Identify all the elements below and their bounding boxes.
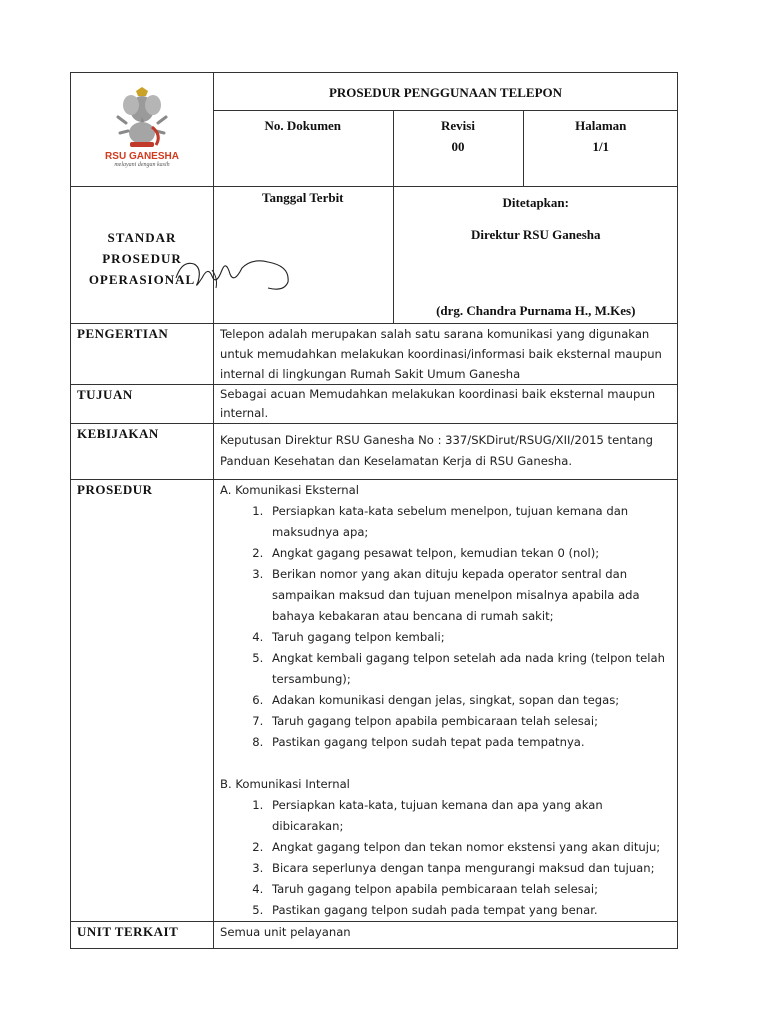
procedure-step: 1. Persiapkan kata-kata sebelum menelpon, tujuan kemana dan maksudnya apa;: [267, 501, 677, 543]
revisi-label: Revisi: [441, 117, 475, 133]
pengertian-text: Telepon adalah merupakan salah satu sarana komunikasi yang digunakan untuk memudahkan melakukan koordinasi/informasi baik eksternal maupun internal di lingkungan Rumah Sakit Umum Ganesha: [214, 324, 678, 385]
section-b-title: B. Komunikasi Internal: [220, 777, 350, 791]
page-title: PROSEDUR PENGGUNAAN TELEPON: [328, 85, 563, 100]
procedure-step: 8. Pastikan gagang telpon sudah tepat pada tempatnya.: [267, 732, 677, 753]
procedure-step: 5. Pastikan gagang telpon sudah pada tempat yang benar.: [267, 900, 677, 921]
halaman-value: 1/1: [592, 138, 610, 154]
procedure-step: 3. Berikan nomor yang akan dituju kepada operator sentral dan sampaikan maksud dan tujuan menelpon misalnya apabila ada bahaya kebakaran atau bencana di rumah sakit;: [267, 564, 677, 627]
procedure-step: 1. Persiapkan kata-kata, tujuan kemana dan apa yang akan dibicarakan;: [267, 795, 677, 837]
procedure-step: 2. Angkat gagang telpon dan tekan nomor ekstensi yang akan dituju;: [267, 837, 677, 858]
procedure-step: 3. Bicara seperlunya dengan tanpa mengurangi maksud dan tujuan;: [267, 858, 677, 879]
procedure-step: 2. Angkat gagang pesawat telpon, kemudian tekan 0 (nol);: [267, 543, 677, 564]
ditetapkan-label: Ditetapkan:: [502, 195, 569, 210]
procedure-step: 4. Taruh gagang telpon apabila pembicaraan telah selesai;: [267, 879, 677, 900]
signatory-name: (drg. Chandra Purnama H., M.Kes): [436, 303, 636, 318]
tujuan-text: Sebagai acuan Memudahkan melakukan koordinasi baik eksternal maupun internal.: [214, 385, 678, 424]
logo-cell: [71, 73, 214, 187]
spo-line-2: PROSEDUR: [102, 251, 182, 266]
unit-terkait-text: Semua unit pelayanan: [214, 922, 678, 949]
revisi-value: 00: [451, 138, 465, 154]
section-b-steps: [220, 795, 677, 921]
section-a-steps: [220, 501, 677, 753]
logo-tagline: melayani dengan kasih: [114, 162, 170, 168]
kebijakan-label: KEBIJAKAN: [71, 424, 214, 480]
title-cell: [214, 73, 678, 187]
pengertian-label: PENGERTIAN: [71, 324, 214, 385]
procedure-step: 5. Angkat kembali gagang telpon setelah ada nada kring (telpon telah tersambung);: [267, 648, 677, 690]
no-dokumen-label: No. Dokumen: [264, 117, 342, 133]
spo-line-1: STANDAR: [107, 230, 177, 245]
unit-terkait-label: UNIT TERKAIT: [71, 922, 214, 949]
tanggal-terbit-label: Tanggal Terbit: [261, 190, 344, 205]
procedure-step: 6. Adakan komunikasi dengan jelas, singkat, sopan dan tegas;: [267, 690, 677, 711]
section-a-title: A. Komunikasi Eksternal: [220, 483, 359, 497]
kebijakan-text: Keputusan Direktur RSU Ganesha No : 337/SKDirut/RSUG/XII/2015 tentang Panduan Kesehatan dan Keselamatan Kerja di RSU Ganesha.: [214, 424, 678, 480]
signature-scribble: [172, 248, 322, 296]
logo-name: RSU GANESHA: [105, 151, 179, 162]
halaman-label: Halaman: [575, 117, 627, 133]
direktur-label: Direktur RSU Ganesha: [470, 227, 601, 242]
procedure-step: 7. Taruh gagang telpon apabila pembicaraan telah selesai;: [267, 711, 677, 732]
sop-table: [70, 72, 678, 949]
procedure-step: 4. Taruh gagang telpon kembali;: [267, 627, 677, 648]
spo-line-3: OPERASIONAL: [88, 272, 196, 287]
prosedur-content: [214, 480, 678, 922]
prosedur-label: PROSEDUR: [71, 480, 214, 922]
ganesha-logo-icon: [112, 87, 172, 149]
sop-document: [70, 72, 677, 939]
tujuan-label: TUJUAN: [71, 385, 214, 424]
